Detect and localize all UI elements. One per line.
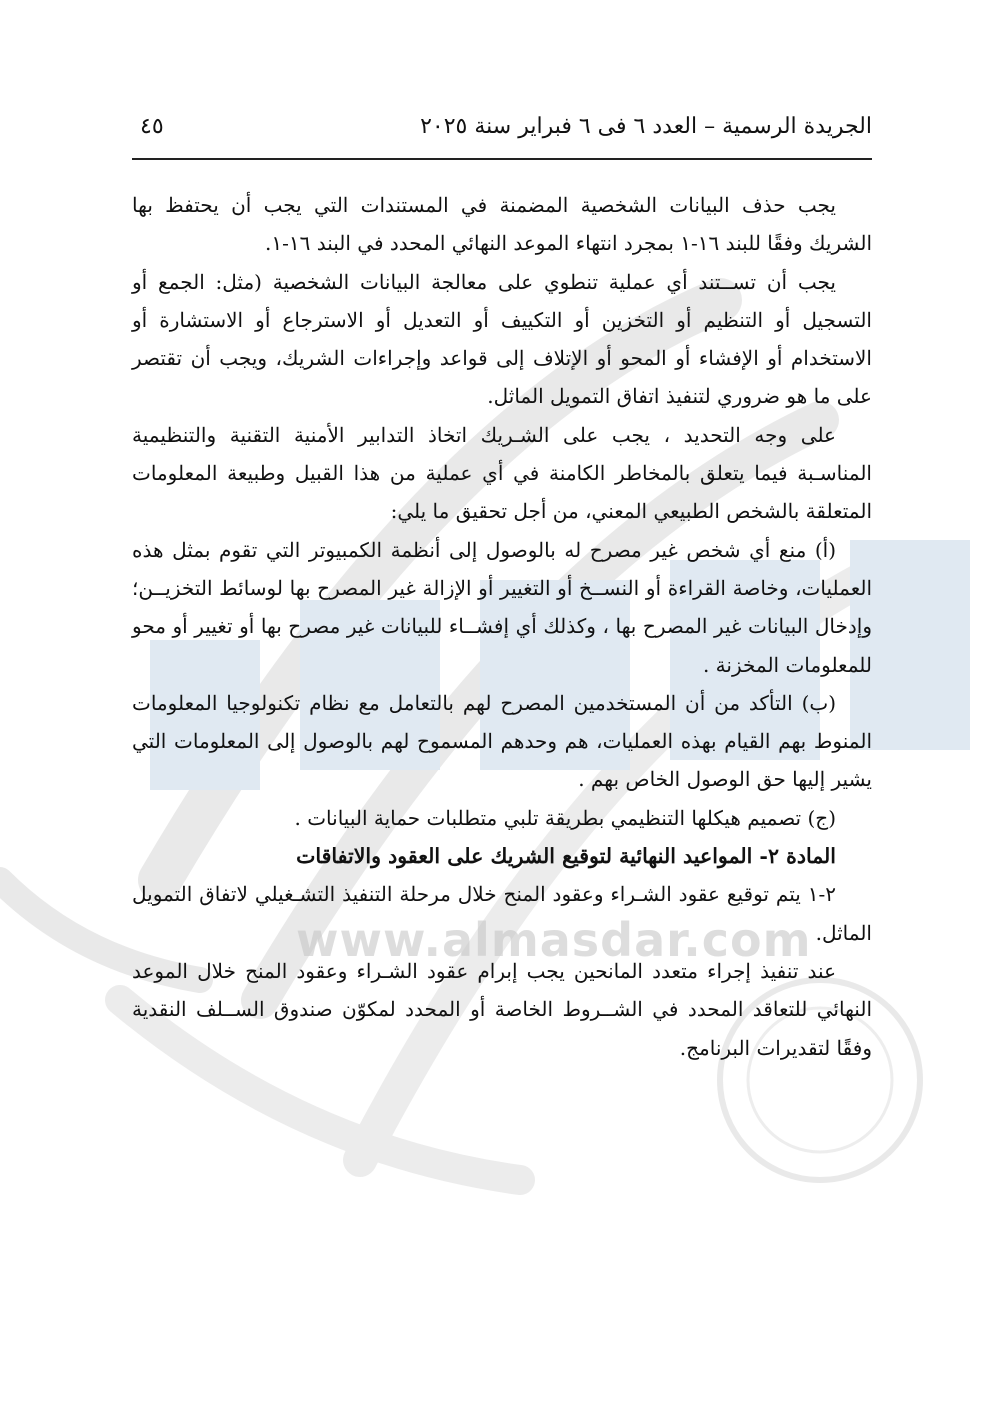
paragraph-data-deletion: يجب حذف البيانات الشخصية المضمنة في المستندات التي يجب أن يحتفظ بها الشريك وفقًا للبند ١٦-١ بمجرد انتهاء الموعد النهائي المحدد في البند ١٦-١. <box>132 193 872 256</box>
article-heading: المادة ٢- المواعيد النهائية لتوقيع الشريك على العقود والاتفاقات <box>296 844 836 869</box>
list-item-a: (أ) منع أي شخص غير مصرح له بالوصول إلى أنظمة الكمبيوتر التي تقوم بمثل هذه العمليات، وخاصة القراءة أو النســخ أو التغيير أو الإزالة غير المصرح بها لوسائط التخزيــن؛ وإدخال البيانات غير المصرح بها ، وكذلك أي إفشــاء للبيانات غير مصرح بها أو تغيير أو محو للمعلومات المخزنة . <box>132 537 872 677</box>
paragraph-multi-donor: عند تنفيذ إجراء متعدد المانحين يجب إبرام عقود الشـراء وعقود المنح خلال الموعد النهائي للتعاقد المحدد في الشــروط الخاصة أو المحدد لمكوّن صندوق الســلف النقدية وفقًا لتقديرات البرنامج. <box>132 958 872 1060</box>
paragraph-contract-signing: ٢-١ يتم توقيع عقود الشـراء وعقود المنح خلال مرحلة التنفيذ التشـغيلي لاتفاق التمويل الماثل. <box>132 882 872 945</box>
watermark-url: www.almasdar.com <box>296 913 812 967</box>
page-number: ٤٥ <box>140 114 164 139</box>
list-item-b: (ب) التأكد من أن المستخدمين المصرح لهم بالتعامل مع نظام تكنولوجيا المعلومات المنوط بهم القيام بهذه العمليات، هم وحدهم المسموح لهم بالوصول إلى المعلومات التي يشير إليها حق الوصول الخاص بهم . <box>132 690 872 792</box>
list-item-c: (ج) تصميم هيكلها التنظيمي بطريقة تلبي متطلبات حماية البيانات . <box>294 805 836 830</box>
document-body <box>132 186 872 1067</box>
paragraph-data-processing: يجب أن تســتند أي عملية تنطوي على معالجة البيانات الشخصية (مثل: الجمع أو التسجيل أو التنظيم أو التخزين أو التكييف أو التعديل أو الاسترجاع أو الاستشارة أو الاستخدام أو الإفشاء أو المحو أو الإتلاف إلى قواعد وإجراءات الشريك، ويجب أن تقتصر على ما هو ضروري لتنفيذ اتفاق التمويل الماثل. <box>132 269 872 409</box>
page-header <box>132 108 872 160</box>
gazette-title: الجريدة الرسمية – العدد ٦ فى ٦ فبراير سنة ٢٠٢٥ <box>420 114 872 139</box>
paragraph-security-measures: على وجه التحديد ، يجب على الشـريك اتخاذ التدابير الأمنية التقنية والتنظيمية المناسـبة فيما يتعلق بالمخاطر الكامنة في أي عملية من هذا القبيل وطبيعة المعلومات المتعلقة بالشخص الطبيعي المعني، من أجل تحقيق ما يلي: <box>132 422 872 524</box>
